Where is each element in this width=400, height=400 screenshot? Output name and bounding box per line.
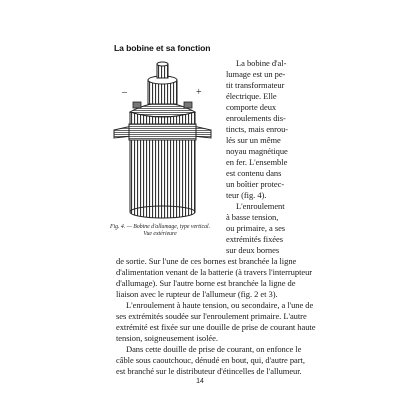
text-line: extrémité est fixée sur une douille de prise de courant haute — [116, 322, 316, 332]
text-line: La bobine d'al- — [236, 58, 287, 68]
text-line: Dans cette douille de prise de courant, on enfonce le — [126, 344, 302, 354]
text-line: ses extrémités soudée sur l'enroulement primaire. L'autre — [116, 311, 307, 321]
text-line: électrique. Elle — [226, 91, 277, 101]
text-line: à basse tension, — [226, 212, 279, 222]
text-line: tension, soigneusement isolée. — [116, 333, 218, 343]
text-line: sur deux bornes — [226, 245, 280, 255]
text-line: d'allumage). Sur l'autre borne est branchée la ligne de — [116, 278, 296, 288]
text-line: de sortie. Sur l'une de ces bornes est branchée la ligne — [116, 256, 297, 266]
text-line: en fer. L'ensemble — [226, 157, 288, 167]
page-number: 14 — [196, 378, 204, 385]
text-line: enroulements dis- — [226, 113, 286, 123]
ignition-coil-illustration — [110, 60, 215, 222]
text-line: tincts, mais enrou- — [226, 124, 289, 134]
text-line: lumage est un pe- — [226, 69, 286, 79]
text-line: extrémités fixées — [226, 234, 283, 244]
figure-caption-line1: Fig. 4. — Bobine d'allumage, type vertical. — [109, 224, 211, 230]
text-line: lés sur un même — [226, 135, 281, 145]
text-line: d'alimentation venant de la batterie (à travers l'interrupteur — [116, 267, 313, 277]
figure-caption-line2: Vue extérieure — [143, 231, 177, 237]
text-line: teur (fig. 4). — [226, 190, 267, 200]
text-line: un boîtier protec- — [226, 179, 285, 189]
text-line: liaison avec le rupteur de l'allumeur (fig. 2 et 3). — [116, 289, 278, 299]
page-title: La bobine et sa fonction — [114, 43, 211, 53]
text-line: L'enroulement — [236, 201, 285, 211]
text-line: L'enroulement à haute tension, ou secondaire, a l'une de — [126, 300, 314, 310]
terminal-plus-label: + — [196, 87, 202, 98]
text-line: est contenu dans — [226, 168, 282, 178]
text-line: ou primaire, a ses — [226, 223, 286, 233]
text-line: comporte deux — [226, 102, 277, 112]
text-line: câble sous caoutchouc, dénudé en bout, qui, d'autre part, — [116, 355, 305, 365]
text-line: est branché sur le distributeur d'étincelles de l'allumeur. — [116, 366, 302, 376]
terminal-minus-label: – — [122, 87, 127, 98]
text-line: tit transformateur — [226, 80, 285, 90]
text-line: noyau magnétique — [226, 146, 288, 156]
